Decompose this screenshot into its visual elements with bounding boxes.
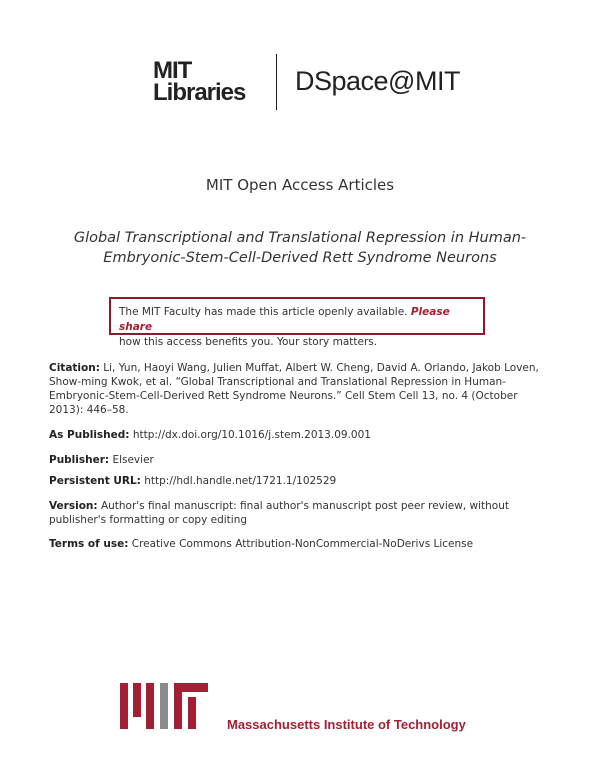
as-published-link[interactable]: http://dx.doi.org/10.1016/j.stem.2013.09.001 [132, 429, 371, 441]
logo-divider [276, 54, 277, 110]
version-label: Version: [49, 500, 98, 512]
collection-name: MIT Open Access Articles [205, 176, 395, 194]
version-value: Author's final manuscript: final author's manuscript post peer review, without publisher's formatting or copy editing [49, 500, 509, 526]
persistent-url-label: Persistent URL: [49, 475, 141, 487]
mit-footer-logo[interactable] [120, 683, 520, 733]
publisher-value: Elsevier [112, 454, 154, 466]
please-share-link[interactable]: Please share [119, 306, 450, 333]
article-title [40, 228, 560, 268]
publisher-label: Publisher: [49, 454, 110, 466]
terms-label: Terms of use: [49, 538, 129, 550]
mit-logo-bar-3 [146, 683, 154, 729]
title-line-1: Global Transcriptional and Translational Repression in Human- [73, 230, 527, 246]
mit-logo-bar-6-top [174, 683, 208, 692]
share-text-before: The MIT Faculty has made this article openly available. [119, 306, 408, 318]
citation [49, 361, 549, 417]
mit-logo-bar-4 [160, 683, 168, 729]
share-box [109, 297, 485, 348]
mit-institute-name: Massachusetts Institute of Technology [227, 717, 466, 732]
citation-label: Citation: [49, 362, 100, 374]
persistent-url-link[interactable]: http://hdl.handle.net/1721.1/102529 [144, 475, 337, 487]
share-text-after: how this access benefits you. Your story matters. [119, 336, 378, 348]
terms-value[interactable]: Creative Commons Attribution-NonCommercial-NoDerivs License [131, 538, 474, 550]
title-line-2: Embryonic-Stem-Cell-Derived Rett Syndrome Neurons [103, 250, 497, 266]
publisher [49, 453, 549, 467]
mit-logo-bar-1 [120, 683, 128, 729]
mit-logo-bar-2 [133, 683, 141, 717]
version [49, 499, 549, 527]
mit-libraries-line1: MIT [153, 57, 192, 84]
header-logos [0, 54, 600, 110]
terms-of-use [49, 537, 549, 551]
persistent-url [49, 474, 549, 488]
dspace-logo[interactable]: DSpace@MIT [295, 66, 460, 96]
as-published [49, 428, 549, 442]
mit-libraries-logo[interactable] [153, 57, 246, 106]
mit-logo-bar-7 [188, 697, 196, 729]
as-published-label: As Published: [49, 429, 130, 441]
citation-value: Li, Yun, Haoyi Wang, Julien Muffat, Albert W. Cheng, David A. Orlando, Jakob Loven, Show-ming Kwok, et al. “Global Transcriptional and Translational Repression in Human-Embryonic-Stem-Cell-Derived Rett Syndrome Neurons.” Cell Stem Cell 13, no. 4 (October 2013): 446–58. [49, 362, 539, 416]
mit-libraries-line2: Libraries [153, 79, 246, 106]
